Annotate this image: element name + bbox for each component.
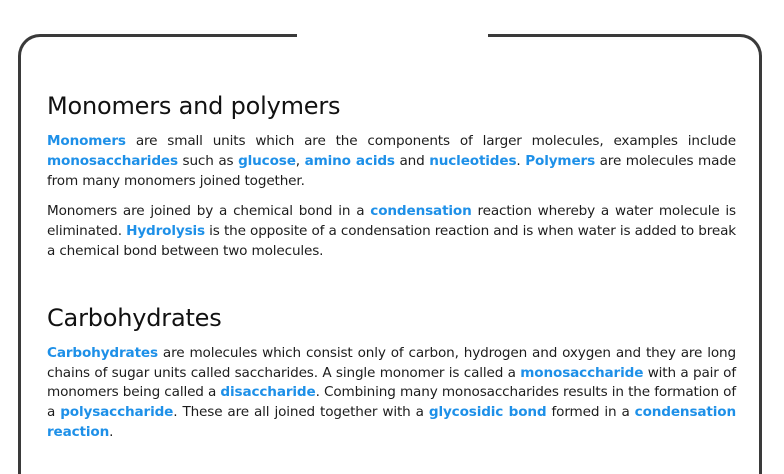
term-disaccharide: disaccharide	[220, 384, 316, 401]
text-span: such as	[177, 152, 239, 169]
term-glucose: glucose	[238, 152, 296, 169]
term-polymers: Polymers	[525, 152, 596, 169]
text-span: .	[516, 152, 526, 169]
text-span: ,	[295, 152, 305, 169]
term-condensation: condensation	[370, 203, 472, 220]
document-body	[47, 92, 736, 443]
heading-monomers-and-polymers: Monomers and polymers	[47, 92, 341, 120]
text-span: . Combining many monosaccharides results in the formation of a	[47, 384, 736, 421]
text-span: .	[109, 423, 114, 440]
term-monosaccharides: monosaccharides	[47, 152, 178, 169]
heading-carbohydrates: Carbohydrates	[47, 303, 222, 332]
text-span: reaction whereby a water molecule is eliminated.	[47, 203, 736, 240]
text-span: are molecules which consist only of carbon, hydrogen and oxygen and they are long chains of sugar units called saccharides. A single monomer is called a	[47, 344, 736, 381]
text-span: are molecules made from many monomers joined together.	[47, 152, 737, 189]
term-monomers: Monomers	[47, 133, 126, 149]
text-span: Monomers are joined by a chemical bond in a	[47, 203, 371, 220]
frame-gap	[297, 30, 488, 40]
text-span: is the opposite of a condensation reaction and is when water is added to break a chemical bond between two molecules.	[47, 223, 737, 259]
term-hydrolysis: Hydrolysis	[126, 223, 205, 240]
term-polysaccharide: polysaccharide	[60, 404, 174, 421]
paragraph-monomers-2	[47, 202, 736, 261]
text-span: formed in a	[546, 404, 635, 421]
term-nucleotides: nucleotides	[429, 152, 517, 169]
text-span: with a pair of monomers being called a	[47, 364, 736, 401]
paragraph-carbohydrates-1	[47, 344, 736, 443]
term-condensation-reaction: condensation reaction	[47, 404, 736, 440]
term-carbohydrates: Carbohydrates	[47, 344, 158, 361]
text-span: and	[394, 152, 430, 169]
term-monosaccharide: monosaccharide	[520, 364, 644, 381]
text-span: . These are all joined together with a	[173, 404, 429, 421]
text-span: are small units which are the components of larger molecules, examples include	[125, 133, 736, 149]
term-glycosidic-bond: glycosidic bond	[428, 404, 547, 421]
paragraph-monomers-1	[47, 132, 736, 191]
term-amino-acids: amino acids	[304, 152, 395, 169]
